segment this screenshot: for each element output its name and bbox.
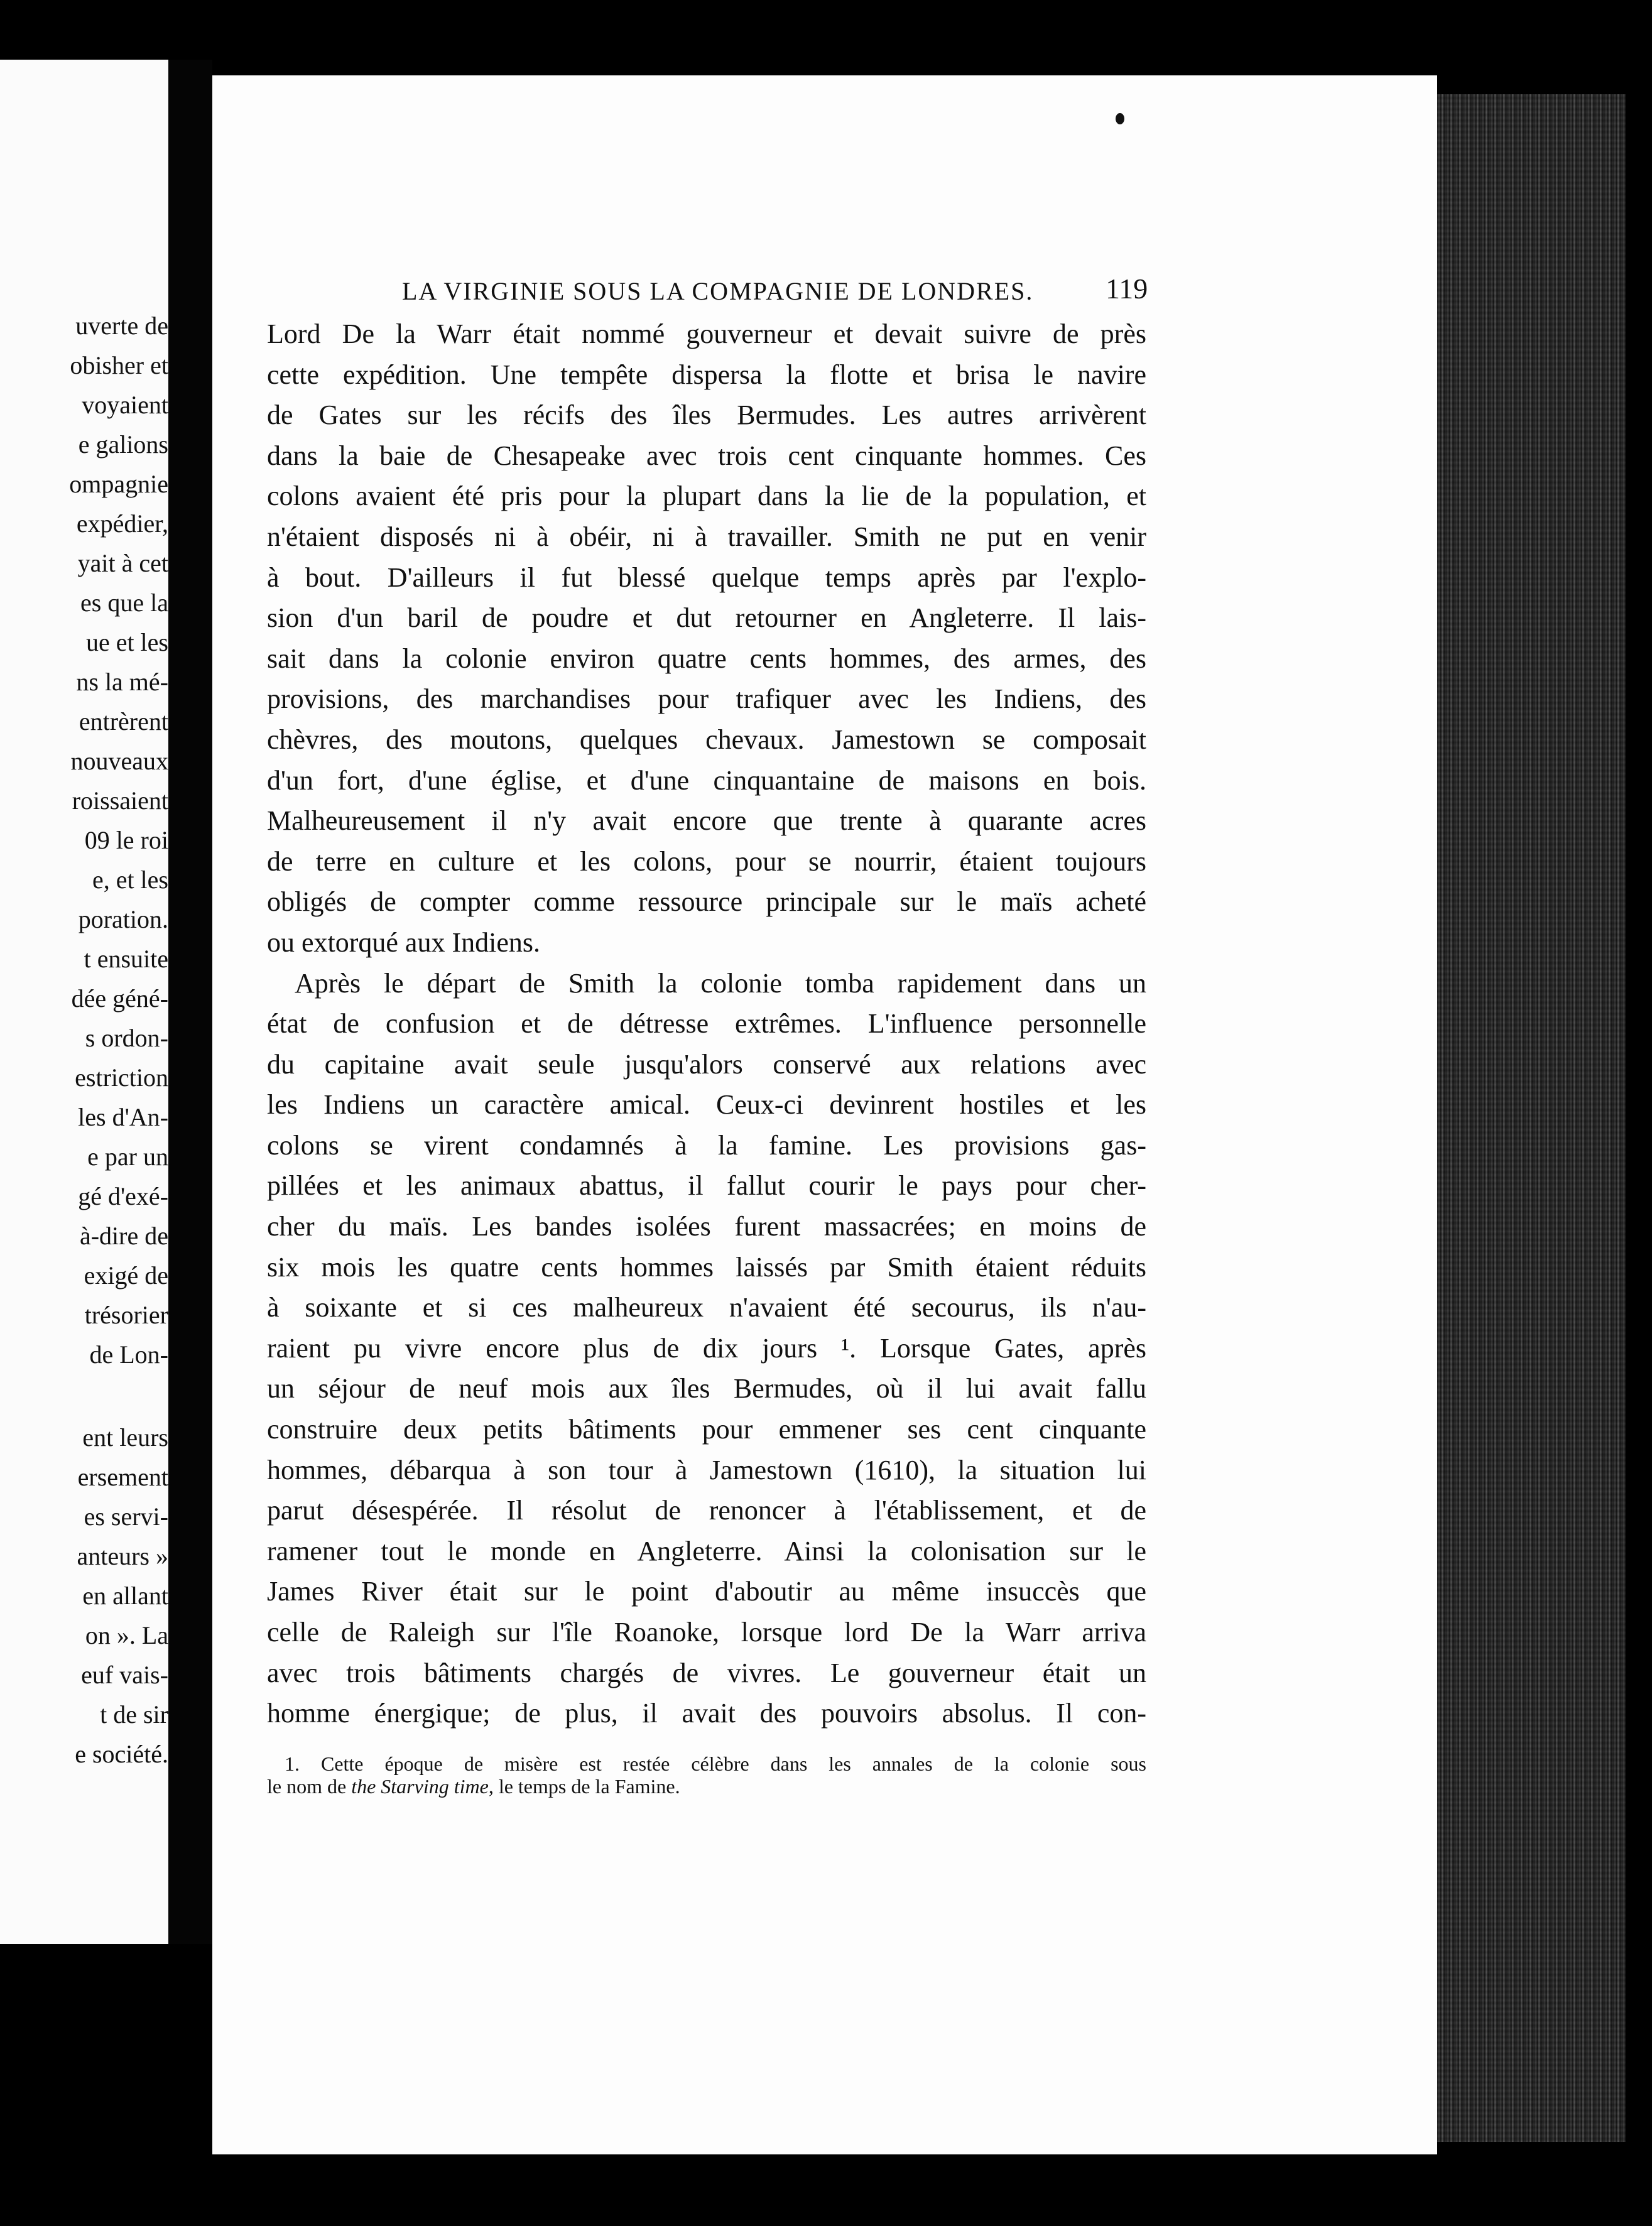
text-line: construire deux petits bâtiments pour emmener ses cent cinquante [267,1414,1146,1445]
left-page-line: gé d'exé- [78,1182,168,1210]
left-page-line: trésorier [84,1301,168,1329]
left-page-line: en allant [82,1582,168,1610]
text-line: raient pu vivre encore plus de dix jours ¹. Lorsque Gates, après [267,1332,1146,1364]
left-page-line: e, et les [92,866,168,894]
text-line: sion d'un baril de poudre et dut retourner en Angleterre. Il lais- [267,602,1146,634]
left-page-line: voyaient [82,391,168,419]
text-line: sait dans la colonie environ quatre cents hommes, des armes, des [267,643,1146,674]
ink-speck [1116,113,1124,124]
left-page-line: euf vais- [81,1661,168,1689]
left-page-line: entrèrent [79,707,168,736]
text-line: ou extorqué aux Indiens. [267,926,540,958]
text-line: Après le départ de Smith la colonie tomba rapidement dans un [295,967,1146,999]
text-line: hommes, débarqua à son tour à Jamestown (1610), la situation lui [267,1454,1146,1485]
left-page-line: anteurs » [77,1542,168,1570]
left-page-line: de Lon- [89,1340,168,1369]
left-page-line: on ». La [85,1621,168,1649]
left-page-line: estriction [75,1063,168,1092]
left-page-line: ns la mé- [76,668,168,696]
footnote [267,1752,1146,1798]
text-line: à soixante et si ces malheureux n'avaient été secourus, ils n'au- [267,1292,1146,1323]
text-line: à bout. D'ailleurs il fut blessé quelque temps après par l'explo- [267,562,1146,593]
left-page-line: t ensuite [84,945,168,973]
text-line: Malheureusement il n'y avait encore que trente à quarante acres [267,805,1146,837]
footnote-marker: 1. [285,1752,300,1775]
text-line: cher du maïs. Les bandes isolées furent massacrées; en moins de [267,1211,1146,1242]
book-gutter [168,60,212,1944]
text-line: chèvres, des moutons, quelques chevaux. Jamestown se composait [267,724,1146,755]
left-page-line: 09 le roi [84,826,168,854]
left-page-line: poration. [78,905,168,933]
left-page-line: roissaient [72,786,168,815]
left-page-line: nouveaux [70,747,168,775]
footnote-line-2 [267,1775,1146,1798]
footnote-text-start: le nom de [267,1775,352,1798]
text-line: colons se virent condamnés à la famine. Les provisions gas- [267,1129,1146,1161]
left-page-line: e galions [78,430,168,459]
text-line: un séjour de neuf mois aux îles Bermudes, où il lui avait fallu [267,1373,1146,1404]
text-line: pillées et les animaux abattus, il fallut courir le pays pour cher- [267,1170,1146,1202]
footnote-italic-title: the Starving time [351,1775,489,1798]
text-line: parut désespérée. Il résolut de renoncer à l'établissement, et de [267,1495,1146,1526]
left-page-line: ompagnie [69,470,168,498]
text-line: celle de Raleigh sur l'île Roanoke, lorsque lord De la Warr arriva [267,1617,1146,1648]
page-number: 119 [1106,273,1148,305]
text-line: du capitaine avait seule jusqu'alors conservé aux relations avec [267,1048,1146,1080]
left-page-line: à-dire de [79,1222,168,1250]
text-line: six mois les quatre cents hommes laissés par Smith étaient réduits [267,1251,1146,1283]
left-page-line: obisher et [70,351,168,379]
left-page-line: les d'An- [78,1103,168,1131]
text-line: avec trois bâtiments chargés de vivres. Le gouverneur était un [267,1657,1146,1688]
text-line: n'étaient disposés ni à obéir, ni à travailler. Smith ne put en venir [267,521,1146,552]
body-text [267,314,1146,1734]
text-line: état de confusion et de détresse extrêmes. L'influence personnelle [267,1008,1146,1040]
left-page-line: expédier, [76,509,168,538]
text-line: cette expédition. Une tempête dispersa la flotte et brisa le navire [267,359,1146,390]
left-page-line: e société. [75,1740,168,1768]
left-page-line: ent leurs [82,1423,168,1452]
page-edges [1437,94,1626,2142]
text-line: de terre en culture et les colons, pour se nourrir, étaient toujours [267,845,1146,877]
left-page-line: s ordon- [85,1024,168,1052]
footnote-line-1 [267,1752,1146,1775]
text-line: les Indiens un caractère amical. Ceux-ci devinrent hostiles et les [267,1089,1146,1121]
left-page-line: es que la [80,589,168,617]
left-page-line: t de sir [100,1700,168,1729]
left-page-line: yait à cet [77,549,168,577]
text-line: d'un fort, d'une église, et d'une cinquantaine de maisons en bois. [267,764,1146,796]
running-title: LA VIRGINIE SOUS LA COMPAGNIE DE LONDRES. [402,277,1034,305]
footnote-text-end: , le temps de la Famine. [488,1775,680,1798]
left-page-line: e par un [87,1143,168,1171]
left-page-line: ersement [77,1463,168,1491]
text-line: de Gates sur les récifs des îles Bermudes. Les autres arrivèrent [267,399,1146,431]
left-page-line: dée géné- [71,984,168,1013]
text-line: provisions, des marchandises pour trafiquer avec les Indiens, des [267,683,1146,715]
left-page-line: ue et les [85,628,168,656]
footnote-text: Cette époque de misère est restée célèbre dans les annales de la colonie sous [320,1752,1147,1775]
text-line: colons avaient été pris pour la plupart dans la lie de la population, et [267,480,1146,512]
left-page-line: exigé de [84,1261,168,1289]
left-page-line: uverte de [75,312,168,340]
text-line: ramener tout le monde en Angleterre. Ainsi la colonisation sur le [267,1535,1146,1566]
text-line: dans la baie de Chesapeake avec trois cent cinquante hommes. Ces [267,440,1146,471]
left-page-line: es servi- [84,1502,168,1531]
text-line: obligés de compter comme ressource principale sur le maïs acheté [267,886,1146,918]
text-line: James River était sur le point d'aboutir au même insuccès que [267,1576,1146,1607]
text-line: Lord De la Warr était nommé gouverneur et devait suivre de près [267,318,1146,349]
left-facing-page [0,60,168,1944]
text-line: homme énergique; de plus, il avait des pouvoirs absolus. Il con- [267,1698,1146,1729]
